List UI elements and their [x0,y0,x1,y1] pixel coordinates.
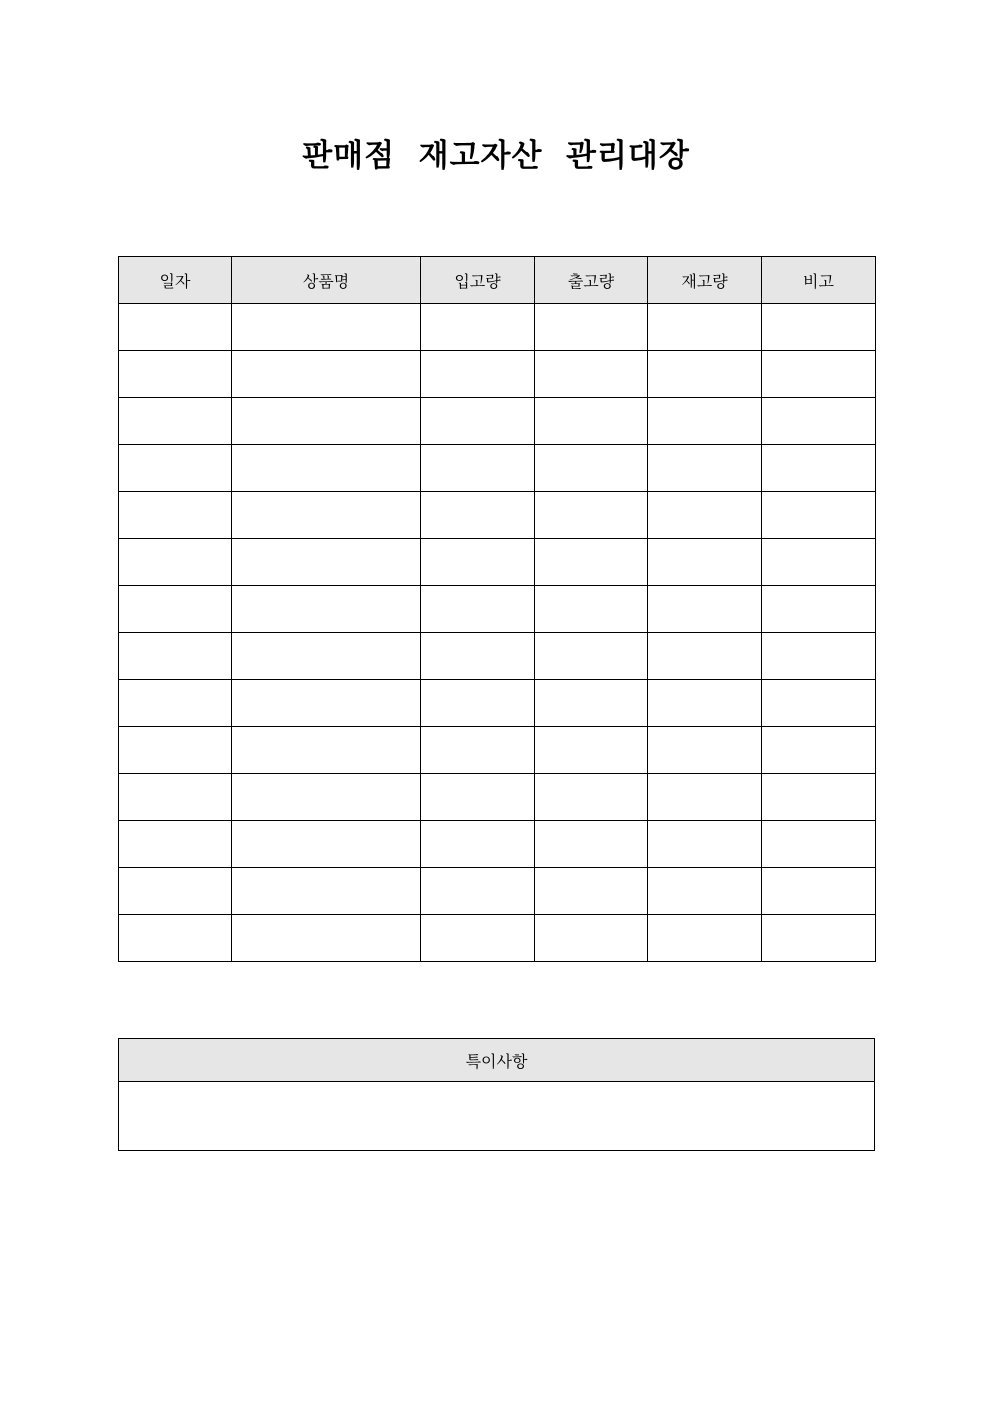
ledger-body [119,304,876,962]
cell-outgoing-qty[interactable] [535,539,648,586]
inventory-ledger-table [118,256,876,962]
cell-date[interactable] [119,586,232,633]
cell-remarks[interactable] [762,539,876,586]
cell-date[interactable] [119,492,232,539]
cell-outgoing-qty[interactable] [535,680,648,727]
notes-header: 특이사항 [119,1039,875,1082]
cell-outgoing-qty[interactable] [535,586,648,633]
cell-remarks[interactable] [762,868,876,915]
cell-incoming-qty[interactable] [421,680,535,727]
cell-date[interactable] [119,445,232,492]
cell-stock-qty[interactable] [648,398,762,445]
cell-stock-qty[interactable] [648,821,762,868]
cell-remarks[interactable] [762,351,876,398]
cell-product-name[interactable] [232,774,421,821]
table-row [119,774,876,821]
cell-date[interactable] [119,398,232,445]
cell-outgoing-qty[interactable] [535,821,648,868]
cell-date[interactable] [119,351,232,398]
cell-date[interactable] [119,868,232,915]
cell-outgoing-qty[interactable] [535,492,648,539]
cell-stock-qty[interactable] [648,774,762,821]
cell-stock-qty[interactable] [648,304,762,351]
cell-product-name[interactable] [232,680,421,727]
cell-incoming-qty[interactable] [421,868,535,915]
cell-outgoing-qty[interactable] [535,868,648,915]
special-notes-table [118,1038,875,1151]
table-row [119,351,876,398]
cell-incoming-qty[interactable] [421,821,535,868]
cell-product-name[interactable] [232,915,421,962]
cell-remarks[interactable] [762,492,876,539]
cell-incoming-qty[interactable] [421,304,535,351]
cell-product-name[interactable] [232,351,421,398]
cell-remarks[interactable] [762,445,876,492]
cell-stock-qty[interactable] [648,727,762,774]
cell-remarks[interactable] [762,304,876,351]
cell-remarks[interactable] [762,915,876,962]
cell-date[interactable] [119,304,232,351]
cell-outgoing-qty[interactable] [535,633,648,680]
cell-outgoing-qty[interactable] [535,445,648,492]
cell-remarks[interactable] [762,586,876,633]
cell-remarks[interactable] [762,774,876,821]
cell-outgoing-qty[interactable] [535,727,648,774]
table-row [119,398,876,445]
cell-product-name[interactable] [232,539,421,586]
cell-date[interactable] [119,821,232,868]
column-header-remarks: 비고 [762,257,876,304]
notes-header-row [119,1039,875,1082]
column-header-incoming-qty: 입고량 [421,257,535,304]
cell-product-name[interactable] [232,586,421,633]
table-row [119,727,876,774]
cell-incoming-qty[interactable] [421,915,535,962]
table-row [119,868,876,915]
table-row [119,304,876,351]
cell-incoming-qty[interactable] [421,492,535,539]
cell-stock-qty[interactable] [648,868,762,915]
cell-product-name[interactable] [232,821,421,868]
cell-product-name[interactable] [232,868,421,915]
cell-stock-qty[interactable] [648,445,762,492]
cell-stock-qty[interactable] [648,680,762,727]
column-header-stock-qty: 재고량 [648,257,762,304]
cell-incoming-qty[interactable] [421,774,535,821]
cell-stock-qty[interactable] [648,492,762,539]
cell-stock-qty[interactable] [648,633,762,680]
table-header-row [119,257,876,304]
cell-incoming-qty[interactable] [421,539,535,586]
cell-outgoing-qty[interactable] [535,304,648,351]
table-row [119,492,876,539]
cell-product-name[interactable] [232,304,421,351]
cell-incoming-qty[interactable] [421,445,535,492]
table-row [119,586,876,633]
table-row [119,915,876,962]
cell-remarks[interactable] [762,727,876,774]
cell-outgoing-qty[interactable] [535,398,648,445]
column-header-outgoing-qty: 출고량 [535,257,648,304]
cell-outgoing-qty[interactable] [535,915,648,962]
cell-date[interactable] [119,774,232,821]
cell-product-name[interactable] [232,398,421,445]
cell-outgoing-qty[interactable] [535,774,648,821]
cell-product-name[interactable] [232,445,421,492]
cell-stock-qty[interactable] [648,586,762,633]
page-title: 판매점 재고자산 관리대장 [302,138,690,174]
notes-content-row [119,1082,875,1151]
cell-remarks[interactable] [762,821,876,868]
cell-product-name[interactable] [232,633,421,680]
table-row [119,680,876,727]
cell-remarks[interactable] [762,680,876,727]
cell-product-name[interactable] [232,492,421,539]
cell-stock-qty[interactable] [648,915,762,962]
cell-stock-qty[interactable] [648,351,762,398]
cell-incoming-qty[interactable] [421,351,535,398]
cell-incoming-qty[interactable] [421,586,535,633]
column-header-date: 일자 [119,257,232,304]
cell-incoming-qty[interactable] [421,727,535,774]
cell-outgoing-qty[interactable] [535,351,648,398]
cell-incoming-qty[interactable] [421,398,535,445]
cell-incoming-qty[interactable] [421,633,535,680]
cell-date[interactable] [119,633,232,680]
cell-remarks[interactable] [762,398,876,445]
table-row [119,633,876,680]
cell-date[interactable] [119,680,232,727]
table-row [119,539,876,586]
table-row [119,821,876,868]
notes-content-cell[interactable] [119,1082,875,1151]
column-header-product-name: 상품명 [232,257,421,304]
cell-date[interactable] [119,727,232,774]
cell-stock-qty[interactable] [648,539,762,586]
table-row [119,445,876,492]
cell-product-name[interactable] [232,727,421,774]
cell-date[interactable] [119,915,232,962]
cell-remarks[interactable] [762,633,876,680]
cell-date[interactable] [119,539,232,586]
